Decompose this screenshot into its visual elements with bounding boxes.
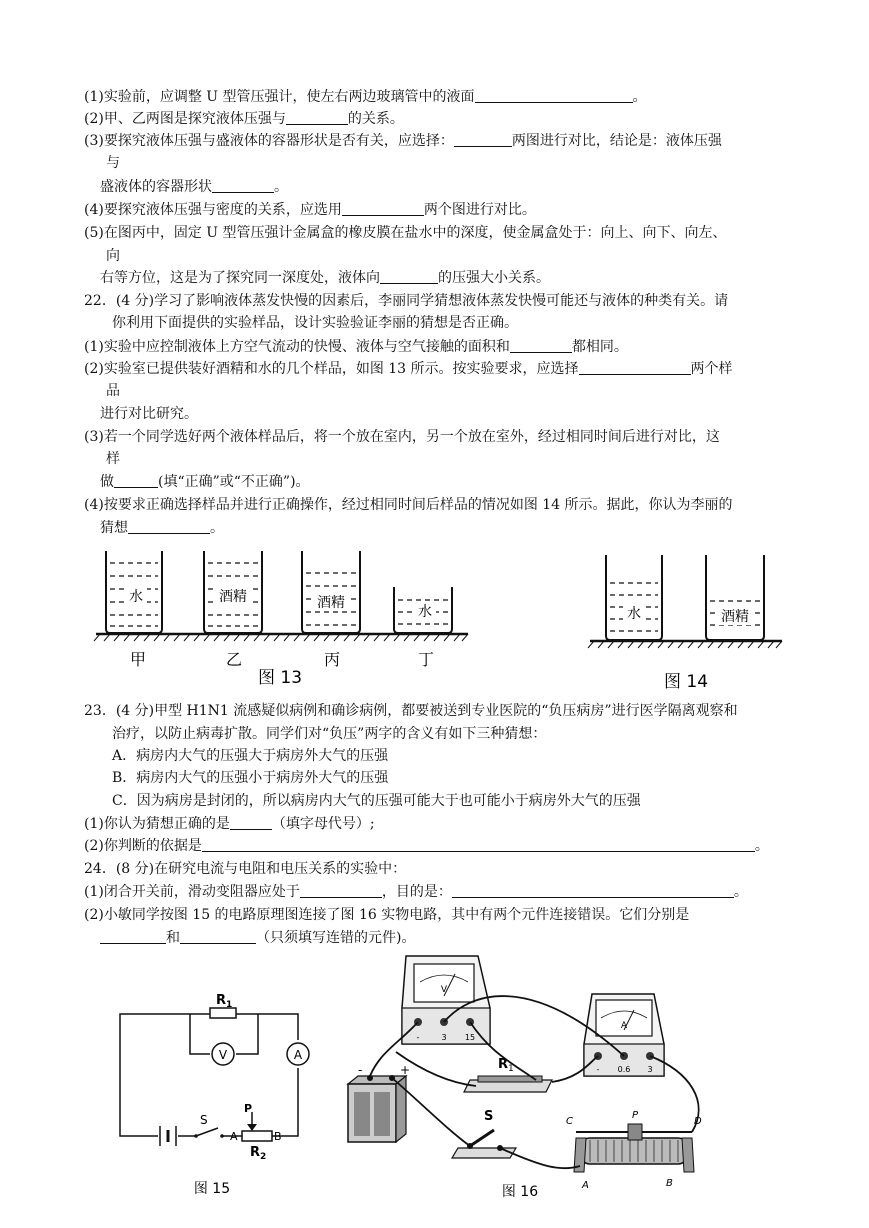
ammeter-device xyxy=(584,994,664,1076)
svg-text:0.6: 0.6 xyxy=(617,1065,631,1074)
q22-part2-wrap: 品 xyxy=(106,383,120,399)
q22-part1: (1)实验中应控制液体上方空气流动的快慢、液体与空气接触的面积和 都相同。 xyxy=(84,339,628,355)
figure-14 xyxy=(586,545,786,693)
answer-blank[interactable] xyxy=(114,473,158,488)
beaker-water xyxy=(606,555,662,640)
svg-text:V: V xyxy=(440,985,448,995)
figure-16 xyxy=(340,952,720,1202)
q22-heading-cont: 你利用下面提供的实验样品，设计实验验证李丽的猜想是否正确。 xyxy=(112,315,518,331)
beaker-jia xyxy=(106,551,162,633)
answer-blank[interactable] xyxy=(454,132,512,147)
q22-part4: (4)按要求正确选择样品并进行正确操作，经过相同时间后样品的情况如图 14 所示。据此，你认为李丽的 xyxy=(84,497,733,513)
liquid-label: 酒精 xyxy=(219,589,247,605)
svg-text:S: S xyxy=(484,1109,494,1124)
figure-15 xyxy=(112,990,312,1200)
svg-text:B: B xyxy=(666,1178,673,1189)
q22-part3-wrap: 样 xyxy=(106,451,120,467)
svg-text:D: D xyxy=(694,1116,702,1127)
svg-text:S: S xyxy=(200,1113,208,1127)
figure-13 xyxy=(92,545,472,690)
rheostat-device xyxy=(566,1110,702,1191)
q22-part2-cont: 进行对比研究。 xyxy=(100,406,198,422)
q23-part1: (1)你认为猜想正确的是 （填字母代号）; xyxy=(84,816,375,832)
r2-label: $R_2$ xyxy=(250,1145,267,1162)
answer-blank[interactable] xyxy=(100,929,166,944)
svg-text:1: 1 xyxy=(508,1064,514,1074)
svg-text:V: V xyxy=(218,1048,228,1062)
q21-part3-cont: 盛液体的容器形状 。 xyxy=(100,179,288,195)
q21-part5-cont: 右等方位，这是为了探究同一深度处，液体向 的压强大小关系。 xyxy=(100,270,550,286)
q21-part5: (5)在图丙中，固定 U 型管压强计金属盒的橡皮膜在盐水中的深度，使金属盒处于：向上、向下、向左、 xyxy=(84,225,727,241)
svg-text:15: 15 xyxy=(464,1033,476,1042)
svg-text:-: - xyxy=(596,1065,600,1074)
answer-blank[interactable] xyxy=(342,201,424,216)
figure-15-caption: 图 15 xyxy=(193,1181,231,1197)
answer-blank[interactable] xyxy=(230,815,272,830)
liquid-label: 水 xyxy=(418,604,432,620)
svg-text:3: 3 xyxy=(647,1065,653,1074)
switch-icon xyxy=(194,1128,224,1138)
q22-part4-cont: 猜想 。 xyxy=(100,520,224,536)
svg-text:C: C xyxy=(566,1116,573,1127)
q21-part4: (4)要探究液体压强与密度的关系，应选用 两个图进行对比。 xyxy=(84,202,536,218)
answer-blank[interactable] xyxy=(380,269,438,284)
q24-part2-cont: 和 （只须填写连错的元件)。 xyxy=(100,928,415,948)
svg-text:A: A xyxy=(230,1130,238,1143)
answer-blank[interactable] xyxy=(510,338,572,353)
figure-14-caption: 图 14 xyxy=(663,672,709,692)
svg-text:P: P xyxy=(244,1102,253,1115)
liquid-label: 酒精 xyxy=(721,609,749,625)
figure-16-caption: 图 16 xyxy=(501,1184,539,1200)
beaker-alcohol xyxy=(706,555,764,640)
q23-part2: (2)你判断的依据是 。 xyxy=(84,838,769,854)
rheostat-r2 xyxy=(242,1131,272,1141)
svg-text:B: B xyxy=(274,1130,282,1143)
q23-option-a: A．病房内大气的压强大于病房外大气的压强 xyxy=(112,748,389,764)
q21-part2: (2)甲、乙两图是探究液体压强与 的关系。 xyxy=(84,111,404,127)
q24-part2: (2)小敏同学按图 15 的电路原理图连接了图 16 实物电路，其中有两个元件连接错误。它们分别是 xyxy=(84,907,690,923)
q23-option-b: B．病房内大气的压强小于病房外大气的压强 xyxy=(112,770,389,786)
q21-part5-wrap: 向 xyxy=(106,248,120,264)
answer-blank[interactable] xyxy=(579,360,691,375)
answer-blank[interactable] xyxy=(202,837,755,852)
liquid-label: 水 xyxy=(627,606,641,622)
beaker-label-jia: 甲 xyxy=(129,650,147,669)
q23-option-c: C．因为病房是封闭的，所以病房内大气的压强可能大于也可能小于病房外大气的压强 xyxy=(112,793,641,809)
q22-part3-cont: 做 (填“正确”或“不正确”)。 xyxy=(100,474,310,490)
beaker-label-ding: 丁 xyxy=(417,650,435,669)
liquid-label: 水 xyxy=(129,589,143,605)
q23-heading: 23．(4 分)甲型 H1N1 流感疑似病例和确诊病例，都要被送到专业医院的“负压病房”进行医学隔离观察和 xyxy=(84,703,738,719)
answer-blank[interactable] xyxy=(286,110,348,125)
answer-blank[interactable] xyxy=(212,178,274,193)
battery-icon xyxy=(160,1126,176,1146)
svg-text:-: - xyxy=(416,1033,420,1042)
q22-heading: 22．(4 分)学习了影响液体蒸发快慢的因素后，李丽同学猜想液体蒸发快慢可能还与液体的种类有关。请 xyxy=(84,293,729,309)
svg-text:P: P xyxy=(632,1110,639,1121)
beaker-label-bing: 丙 xyxy=(323,650,341,669)
q24-part1: (1)闭合开关前，滑动变阻器应处于 ，目的是： 。 xyxy=(84,884,748,900)
svg-text:3: 3 xyxy=(441,1033,447,1042)
q21-part1: (1)实验前，应调整 U 型管压强计，使左右两边玻璃管中的液面 。 xyxy=(84,89,647,105)
q21-part3-wrap: 与 xyxy=(106,155,120,171)
beaker-label-yi: 乙 xyxy=(225,650,243,669)
q22-part2: (2)实验室已提供装好酒精和水的几个样品，如图 13 所示。按实验要求，应选择 两个样 xyxy=(84,361,733,377)
beaker-bing xyxy=(302,551,360,633)
answer-blank[interactable] xyxy=(128,519,210,534)
svg-text:A: A xyxy=(582,1180,589,1191)
answer-blank[interactable] xyxy=(475,88,633,103)
svg-text:-: - xyxy=(358,1063,363,1077)
figure-13-caption: 图 13 xyxy=(257,668,303,688)
answer-blank[interactable] xyxy=(452,883,734,898)
q22-part3: (3)若一个同学选好两个液体样品后，将一个放在室内，另一个放在室外，经过相同时间后进行对比，这 xyxy=(84,429,720,445)
beaker-yi xyxy=(204,551,262,633)
svg-text:A: A xyxy=(620,1021,628,1031)
battery-device xyxy=(348,1063,410,1142)
q24-heading: 24．(8 分)在研究电流与电阻和电压关系的实验中： xyxy=(84,861,407,877)
answer-blank[interactable] xyxy=(300,883,382,898)
q21-part3: (3)要探究液体压强与盛液体的容器形状是否有关，应选择： 两图进行对比，结论是：液体压强 xyxy=(84,133,722,149)
svg-text:R: R xyxy=(498,1057,509,1072)
r1-label: $R_1$ xyxy=(216,993,233,1010)
beaker-ding xyxy=(394,587,452,633)
q23-heading-cont: 治疗，以防止病毒扩散。同学们对“负压”两字的含义有如下三种猜想： xyxy=(112,726,547,742)
svg-text:+: + xyxy=(400,1063,411,1077)
answer-blank[interactable] xyxy=(180,929,256,944)
liquid-label: 酒精 xyxy=(317,595,345,611)
svg-text:A: A xyxy=(293,1048,303,1062)
resistor-r1-device xyxy=(464,1057,552,1092)
